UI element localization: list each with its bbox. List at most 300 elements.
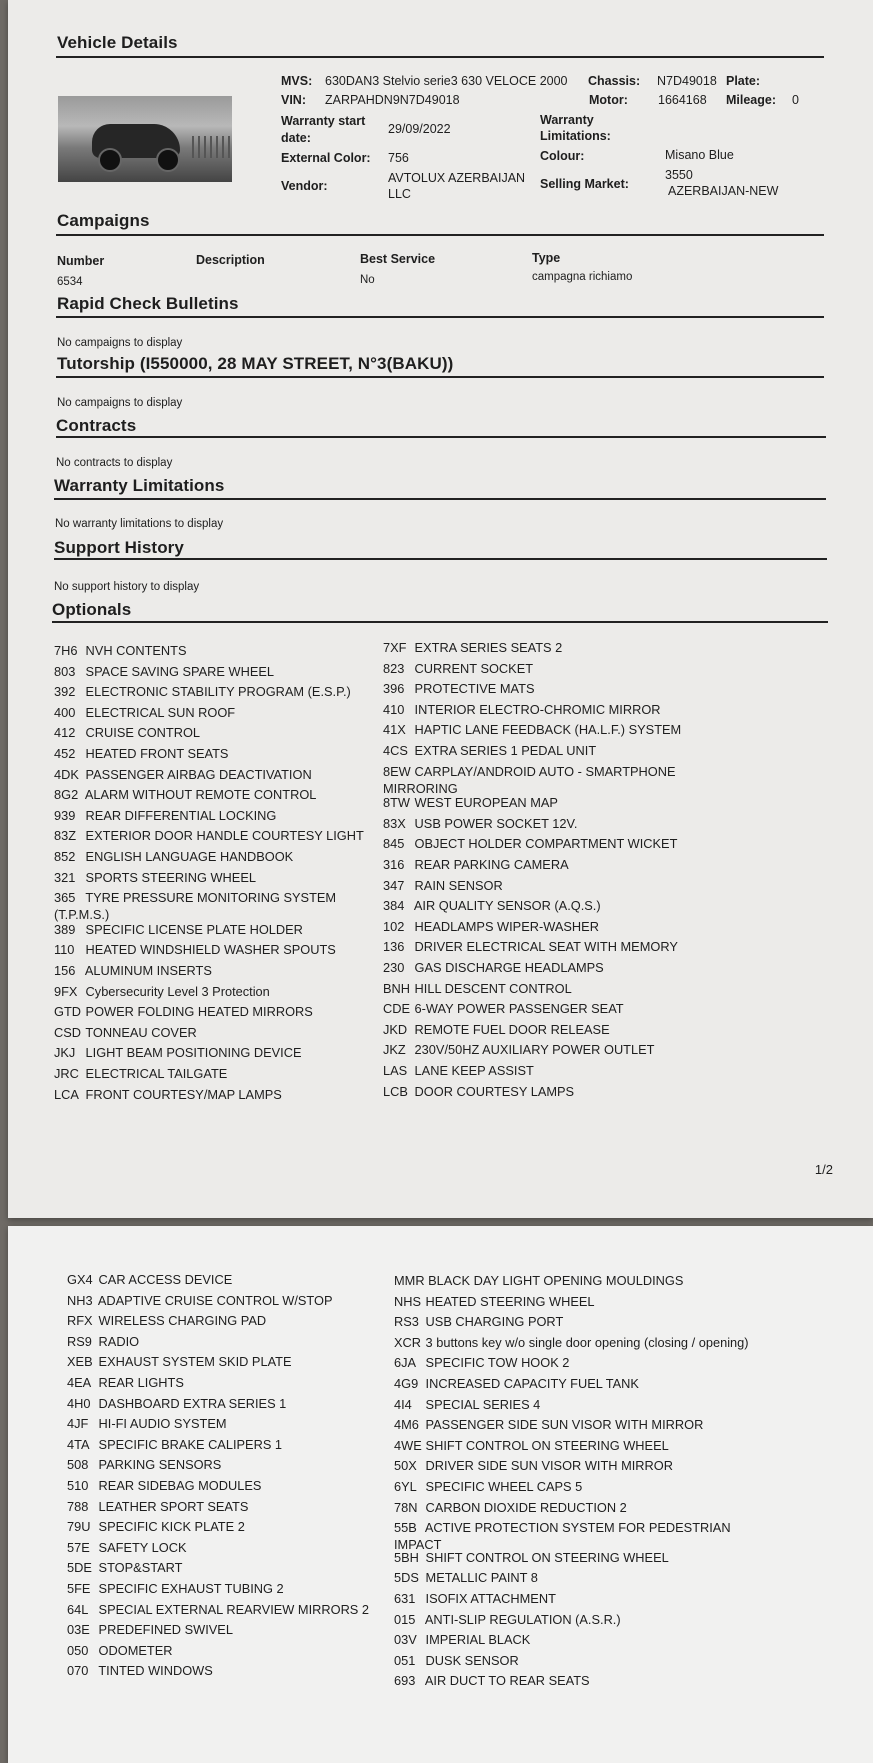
optional-code: 64L — [67, 1601, 89, 1617]
optional-code: 83X — [383, 815, 406, 831]
optional-description: 6-WAY POWER PASSENGER SEAT — [411, 1001, 624, 1017]
optional-item — [67, 1581, 284, 1596]
optional-code: 510 — [67, 1478, 89, 1493]
selling-market-value: 3550 — [665, 168, 693, 182]
optional-code: 4EA — [67, 1375, 92, 1390]
optional-item — [394, 1500, 627, 1515]
optional-item — [394, 1612, 621, 1627]
optional-code: 631 — [394, 1591, 416, 1606]
optional-description: DRIVER SIDE SUN VISOR WITH MIRROR — [422, 1458, 673, 1474]
optional-code: 5BH — [394, 1549, 419, 1565]
optional-description: TINTED WINDOWS — [95, 1663, 213, 1679]
optional-description: TYRE PRESSURE MONITORING SYSTEM — [82, 890, 337, 906]
contracts-empty: No contracts to display — [56, 457, 173, 469]
optional-item — [394, 1458, 673, 1473]
optional-description: CARBON DIOXIDE REDUCTION 2 — [422, 1499, 627, 1515]
optional-description: 3 buttons key w/o single door opening (closing / opening) — [422, 1334, 749, 1350]
optional-code: 03V — [394, 1632, 417, 1648]
optional-description: LEATHER SPORT SEATS — [95, 1498, 249, 1514]
optional-description: IMPERIAL BLACK — [422, 1632, 531, 1648]
optional-item — [54, 1087, 282, 1102]
optional-item — [383, 640, 562, 655]
optional-description: BLACK DAY LIGHT OPENING MOULDINGS — [424, 1273, 684, 1288]
optional-description: PASSENGER AIRBAG DEACTIVATION — [82, 766, 312, 782]
divider — [56, 376, 824, 378]
optional-code: 389 — [54, 921, 76, 937]
divider — [54, 498, 826, 500]
optional-item — [54, 1045, 301, 1060]
optional-description: SPECIAL SERIES 4 — [422, 1396, 541, 1412]
optional-item — [383, 857, 569, 872]
optional-code: 110 — [54, 942, 75, 958]
optional-code: 83Z — [54, 828, 77, 844]
optional-code: 347 — [383, 877, 405, 893]
rapid-check-title: Rapid Check Bulletins — [57, 294, 239, 313]
optional-code: 050 — [67, 1642, 89, 1658]
selling-market-value-line2: AZERBAIJAN-NEW — [668, 184, 779, 198]
optional-description: ACTIVE PROTECTION SYSTEM FOR PEDESTRIAN — [422, 1520, 731, 1536]
optional-item — [54, 643, 187, 658]
optional-code: 4G9 — [394, 1376, 419, 1391]
optional-item — [54, 963, 212, 978]
optional-item — [54, 767, 312, 782]
optional-item — [54, 746, 228, 761]
divider — [56, 316, 824, 318]
optional-code: 4DK — [54, 766, 79, 782]
campaign-number: 6534 — [57, 276, 83, 288]
optional-description: TONNEAU COVER — [82, 1024, 197, 1040]
optional-item — [54, 922, 303, 937]
optional-item — [394, 1335, 749, 1350]
optional-item — [394, 1673, 590, 1688]
optional-item — [54, 984, 270, 999]
optional-item — [383, 836, 677, 851]
optional-item — [67, 1396, 286, 1411]
optional-item — [54, 787, 316, 802]
optional-item — [67, 1499, 248, 1514]
optional-item — [394, 1653, 519, 1668]
optional-description: DOOR COURTESY LAMPS — [411, 1083, 575, 1099]
optional-item — [54, 684, 351, 699]
optional-code: 5DS — [394, 1570, 419, 1586]
optional-description: HI-FI AUDIO SYSTEM — [95, 1416, 227, 1432]
mvs-value: 630DAN3 Stelvio serie3 630 VELOCE 2000 — [325, 74, 568, 88]
optional-code: 693 — [394, 1673, 416, 1689]
optional-item — [54, 705, 235, 720]
optional-description: USB CHARGING PORT — [422, 1314, 564, 1330]
optional-code: 5FE — [67, 1581, 91, 1596]
optional-code: 50X — [394, 1458, 417, 1474]
optional-code: BNH — [383, 980, 411, 996]
optional-item — [54, 664, 274, 679]
contracts-title: Contracts — [56, 416, 137, 435]
optional-item — [394, 1397, 540, 1412]
optional-code: 939 — [54, 807, 76, 823]
optionals-title: Optionals — [52, 600, 132, 619]
optional-description: REAR LIGHTS — [95, 1375, 184, 1390]
optional-description: INCREASED CAPACITY FUEL TANK — [422, 1376, 639, 1391]
optional-description-line2: IMPACT — [394, 1537, 442, 1553]
optional-item — [54, 942, 336, 957]
optional-code: 78N — [394, 1499, 418, 1515]
campaigns-header-number: Number — [57, 254, 105, 268]
optional-description: HEATED FRONT SEATS — [82, 746, 229, 761]
optional-code: 4JF — [67, 1416, 89, 1432]
optional-item — [394, 1438, 669, 1453]
optional-description: STOP&START — [95, 1560, 183, 1576]
optional-item — [383, 1084, 574, 1099]
rapid-check-empty: No campaigns to display — [57, 337, 183, 349]
optional-description: ISOFIX ATTACHMENT — [422, 1591, 556, 1606]
optional-item — [67, 1272, 232, 1287]
optional-description: HAPTIC LANE FEEDBACK (HA.L.F.) SYSTEM — [411, 722, 682, 738]
optional-code: 4TA — [67, 1436, 90, 1452]
optional-code: RFX — [67, 1313, 93, 1329]
optional-description: ANTI-SLIP REGULATION (A.S.R.) — [422, 1611, 621, 1627]
campaigns-header-best-service: Best Service — [360, 252, 436, 266]
optional-description: USB POWER SOCKET 12V. — [411, 815, 578, 831]
optional-code: 9FX — [54, 983, 78, 999]
optional-description: SPECIFIC BRAKE CALIPERS 1 — [95, 1436, 283, 1452]
optional-item — [383, 661, 533, 676]
optional-item — [394, 1355, 569, 1370]
optional-code: CDE — [383, 1001, 411, 1017]
optional-code: XCR — [394, 1334, 422, 1350]
optional-description: SHIFT CONTROL ON STEERING WHEEL — [422, 1549, 669, 1565]
optional-item — [383, 1063, 534, 1078]
optional-code: MMR — [394, 1273, 425, 1288]
optional-item — [383, 919, 599, 934]
warranty-limitations-label-line2: Limitations: — [540, 129, 611, 143]
optional-item — [54, 849, 293, 864]
divider — [56, 56, 824, 58]
optional-description: POWER FOLDING HEATED MIRRORS — [82, 1004, 313, 1020]
vendor-value: AVTOLUX AZERBAIJAN — [388, 171, 526, 185]
optional-description: GAS DISCHARGE HEADLAMPS — [411, 960, 604, 975]
divider — [54, 558, 827, 560]
optional-description: 230V/50HZ AUXILIARY POWER OUTLET — [411, 1042, 655, 1058]
colour-value: Misano Blue — [665, 148, 734, 162]
optional-item — [394, 1591, 556, 1606]
campaign-best-service: No — [360, 274, 375, 286]
optional-code: 4H0 — [67, 1395, 91, 1411]
optional-description: LIGHT BEAM POSITIONING DEVICE — [82, 1045, 302, 1061]
optional-code: 4I4 — [394, 1396, 412, 1412]
optional-description: HEATED STEERING WHEEL — [422, 1293, 595, 1309]
optional-code: 365 — [54, 890, 76, 906]
optional-item — [383, 816, 577, 831]
vin-value: ZARPAHDN9N7D49018 — [325, 93, 460, 107]
optional-item — [67, 1519, 245, 1534]
optional-code: 400 — [54, 704, 76, 720]
optional-code: 015 — [394, 1611, 416, 1627]
optional-item — [67, 1437, 282, 1452]
optional-item — [54, 1004, 313, 1019]
warranty-start-label-line2: date: — [281, 131, 311, 145]
optional-code: LCB — [383, 1083, 408, 1099]
optional-description: SPORTS STEERING WHEEL — [82, 869, 256, 885]
optional-item — [54, 870, 256, 885]
optional-description: SHIFT CONTROL ON STEERING WHEEL — [422, 1437, 669, 1453]
optional-item — [67, 1622, 233, 1637]
optional-description: ALUMINUM INSERTS — [82, 963, 212, 978]
optional-code: 8EW — [383, 763, 411, 779]
campaigns-title: Campaigns — [57, 211, 150, 230]
optional-item — [383, 1022, 610, 1037]
selling-market-label: Selling Market: — [540, 177, 629, 191]
optional-description: AIR QUALITY SENSOR (A.Q.S.) — [411, 898, 601, 914]
warranty-start-value: 29/09/2022 — [388, 122, 451, 136]
optional-description: REAR DIFFERENTIAL LOCKING — [82, 807, 277, 823]
optional-code: 03E — [67, 1622, 90, 1638]
optional-description: EXHAUST SYSTEM SKID PLATE — [95, 1354, 292, 1370]
optional-item — [394, 1520, 731, 1535]
optional-description: WEST EUROPEAN MAP — [411, 795, 558, 811]
external-color-label: External Color: — [281, 151, 371, 165]
optional-description: NVH CONTENTS — [82, 643, 187, 658]
optional-description: ELECTRICAL SUN ROOF — [82, 704, 236, 720]
optional-item — [67, 1602, 369, 1617]
optional-code: 803 — [54, 663, 76, 679]
optional-code: 5DE — [67, 1560, 92, 1576]
optional-item — [383, 878, 503, 893]
chassis-label: Chassis: — [588, 74, 641, 88]
optional-item — [67, 1293, 333, 1308]
motor-label: Motor: — [589, 93, 628, 107]
mvs-label: MVS: — [281, 74, 313, 88]
optional-item — [67, 1560, 182, 1575]
optional-description: EXTERIOR DOOR HANDLE COURTESY LIGHT — [82, 828, 364, 844]
support-history-title: Support History — [54, 538, 184, 557]
campaigns-header-description: Description — [196, 253, 265, 267]
optional-description: EXTRA SERIES SEATS 2 — [411, 640, 563, 655]
campaigns-header-type: Type — [532, 251, 561, 265]
optional-code: 102 — [383, 918, 405, 934]
optional-description: FRONT COURTESY/MAP LAMPS — [82, 1086, 282, 1102]
optional-code: 452 — [54, 746, 76, 761]
optional-code: 57E — [67, 1539, 90, 1555]
mileage-label: Mileage: — [726, 93, 777, 107]
optional-item — [394, 1294, 595, 1309]
optional-code: GX4 — [67, 1272, 93, 1287]
optional-item — [67, 1313, 266, 1328]
optional-item — [383, 702, 661, 717]
vehicle-details-title: Vehicle Details — [57, 33, 178, 52]
optional-code: 8TW — [383, 795, 411, 811]
optional-code: JRC — [54, 1066, 79, 1081]
optional-description: SPECIFIC EXHAUST TUBING 2 — [95, 1581, 284, 1596]
optional-code: CSD — [54, 1024, 82, 1040]
optional-code: 788 — [67, 1498, 89, 1514]
optional-description: Cybersecurity Level 3 Protection — [82, 983, 270, 999]
document-page-2 — [8, 1226, 873, 1763]
optional-code: 845 — [383, 836, 405, 852]
vehicle-photo — [58, 96, 232, 182]
warranty-start-label: Warranty start — [281, 114, 366, 128]
campaign-type: campagna richiamo — [532, 271, 633, 283]
tutorship-empty: No campaigns to display — [57, 397, 183, 409]
optional-description: ELECTRONIC STABILITY PROGRAM (E.S.P.) — [82, 684, 351, 700]
optional-item — [67, 1416, 227, 1431]
warranty-limitations-empty: No warranty limitations to display — [55, 518, 224, 530]
optional-description: ADAPTIVE CRUISE CONTROL W/STOP — [95, 1292, 333, 1308]
support-history-empty: No support history to display — [54, 581, 200, 593]
optional-description: AIR DUCT TO REAR SEATS — [422, 1673, 590, 1689]
external-color-value: 756 — [388, 151, 409, 165]
optional-code: 55B — [394, 1520, 417, 1536]
optional-description: SPECIFIC LICENSE PLATE HOLDER — [82, 921, 303, 937]
optional-description: METALLIC PAINT 8 — [422, 1570, 538, 1586]
optional-item — [54, 890, 336, 905]
optional-item — [383, 743, 596, 758]
optional-description: HEADLAMPS WIPER-WASHER — [411, 918, 599, 934]
optional-description: ALARM WITHOUT REMOTE CONTROL — [82, 787, 317, 803]
optional-item — [394, 1314, 563, 1329]
optional-description: CAR ACCESS DEVICE — [95, 1272, 233, 1287]
warranty-limitations-title: Warranty Limitations — [54, 476, 225, 495]
optional-item — [383, 939, 678, 954]
optional-code: 41X — [383, 722, 406, 738]
optional-code: XEB — [67, 1354, 93, 1370]
optional-code: 4CS — [383, 743, 408, 758]
optional-item — [67, 1540, 187, 1555]
optional-code: LAS — [383, 1063, 408, 1078]
optional-description: DRIVER ELECTRICAL SEAT WITH MEMORY — [411, 939, 678, 955]
optional-item — [67, 1334, 139, 1349]
optional-item — [394, 1479, 582, 1494]
vendor-value-line2: LLC — [388, 187, 411, 201]
optional-description-line2: MIRRORING — [383, 780, 458, 796]
optional-item — [383, 681, 534, 696]
optional-item — [67, 1457, 221, 1472]
optional-code: JKZ — [383, 1042, 406, 1058]
optional-code: 7XF — [383, 640, 407, 655]
optional-description: DASHBOARD EXTRA SERIES 1 — [95, 1395, 287, 1411]
optional-code: 508 — [67, 1457, 89, 1473]
chassis-value: N7D49018 — [657, 74, 717, 88]
optional-description: SAFETY LOCK — [95, 1539, 187, 1555]
optional-item — [67, 1375, 184, 1390]
optional-item — [67, 1663, 213, 1678]
optional-description: RAIN SENSOR — [411, 877, 503, 893]
optional-description: SPECIFIC KICK PLATE 2 — [95, 1519, 245, 1535]
optional-item — [67, 1478, 261, 1493]
optional-description: REAR PARKING CAMERA — [411, 857, 569, 872]
optional-item — [394, 1550, 669, 1565]
optional-item — [394, 1570, 538, 1585]
optional-code: GTD — [54, 1004, 82, 1020]
optional-item — [383, 898, 601, 913]
optional-code: 6JA — [394, 1355, 417, 1371]
document-page-1 — [8, 0, 873, 1218]
optional-description: RADIO — [95, 1333, 140, 1349]
optional-code: 4WE — [394, 1437, 422, 1453]
optional-code: 396 — [383, 681, 405, 697]
optional-description: WIRELESS CHARGING PAD — [95, 1313, 267, 1329]
optional-item — [54, 808, 276, 823]
optional-item — [54, 1066, 227, 1081]
optional-item — [383, 981, 572, 996]
optional-code: NHS — [394, 1293, 422, 1309]
divider — [52, 621, 828, 623]
optional-description: HEATED WINDSHIELD WASHER SPOUTS — [82, 942, 336, 958]
optional-code: 79U — [67, 1519, 91, 1535]
divider — [56, 436, 826, 438]
optional-description: PROTECTIVE MATS — [411, 681, 535, 697]
optional-description: ODOMETER — [95, 1642, 173, 1658]
optional-item — [383, 764, 676, 779]
optional-description: CURRENT SOCKET — [411, 660, 534, 676]
optional-description: REMOTE FUEL DOOR RELEASE — [411, 1021, 610, 1037]
plate-label: Plate: — [726, 74, 761, 88]
mileage-value: 0 — [792, 93, 799, 107]
optional-code: 410 — [383, 701, 405, 717]
optional-code: 823 — [383, 660, 405, 676]
optional-code: 412 — [54, 725, 76, 741]
optional-code: 316 — [383, 857, 405, 872]
optional-code: 392 — [54, 684, 76, 700]
optional-code: 136 — [383, 939, 405, 955]
optional-item — [67, 1643, 173, 1658]
optional-code: 070 — [67, 1663, 89, 1679]
optional-code: 6YL — [394, 1479, 417, 1494]
optional-item — [394, 1376, 639, 1391]
optional-code: JKD — [383, 1021, 408, 1037]
colour-label: Colour: — [540, 149, 585, 163]
warranty-limitations-label: Warranty — [540, 113, 594, 127]
optional-code: 230 — [383, 960, 405, 975]
optional-code: 852 — [54, 849, 76, 864]
optional-item — [394, 1417, 703, 1432]
optional-item — [383, 1042, 654, 1057]
optional-code: 7H6 — [54, 643, 78, 658]
optional-description-line2: (T.P.M.S.) — [54, 907, 110, 923]
optional-item — [54, 725, 200, 740]
optional-code: 4M6 — [394, 1417, 419, 1433]
optional-description: DUSK SENSOR — [422, 1652, 519, 1668]
optional-description: SPACE SAVING SPARE WHEEL — [82, 663, 275, 679]
motor-value: 1664168 — [658, 93, 707, 107]
optional-item — [383, 795, 558, 810]
vendor-label: Vendor: — [281, 179, 328, 193]
optional-code: JKJ — [54, 1045, 76, 1061]
optional-description: PARKING SENSORS — [95, 1457, 222, 1473]
optional-item — [67, 1354, 292, 1369]
optional-item — [54, 828, 364, 843]
optional-description: REAR SIDEBAG MODULES — [95, 1478, 262, 1493]
optional-item — [54, 1025, 197, 1040]
optional-code: 321 — [54, 869, 76, 885]
optional-description: EXTRA SERIES 1 PEDAL UNIT — [411, 743, 597, 758]
optional-description: ELECTRICAL TAILGATE — [82, 1066, 228, 1081]
optional-description: HILL DESCENT CONTROL — [411, 980, 572, 996]
optional-description: PREDEFINED SWIVEL — [95, 1622, 233, 1638]
optional-description: SPECIFIC WHEEL CAPS 5 — [422, 1479, 583, 1494]
divider — [56, 234, 824, 236]
vin-label: VIN: — [281, 93, 306, 107]
optional-description: SPECIAL EXTERNAL REARVIEW MIRRORS 2 — [95, 1601, 370, 1617]
optional-item — [394, 1632, 530, 1647]
optional-description: LANE KEEP ASSIST — [411, 1063, 534, 1078]
optional-code: 051 — [394, 1652, 416, 1668]
optional-description: OBJECT HOLDER COMPARTMENT WICKET — [411, 836, 678, 852]
optional-code: RS3 — [394, 1314, 419, 1330]
optional-description: CRUISE CONTROL — [82, 725, 201, 741]
optional-item — [383, 722, 681, 737]
optional-description: CARPLAY/ANDROID AUTO - SMARTPHONE — [411, 763, 676, 779]
page-number: 1/2 — [814, 1162, 833, 1177]
optional-code: 8G2 — [54, 787, 79, 803]
